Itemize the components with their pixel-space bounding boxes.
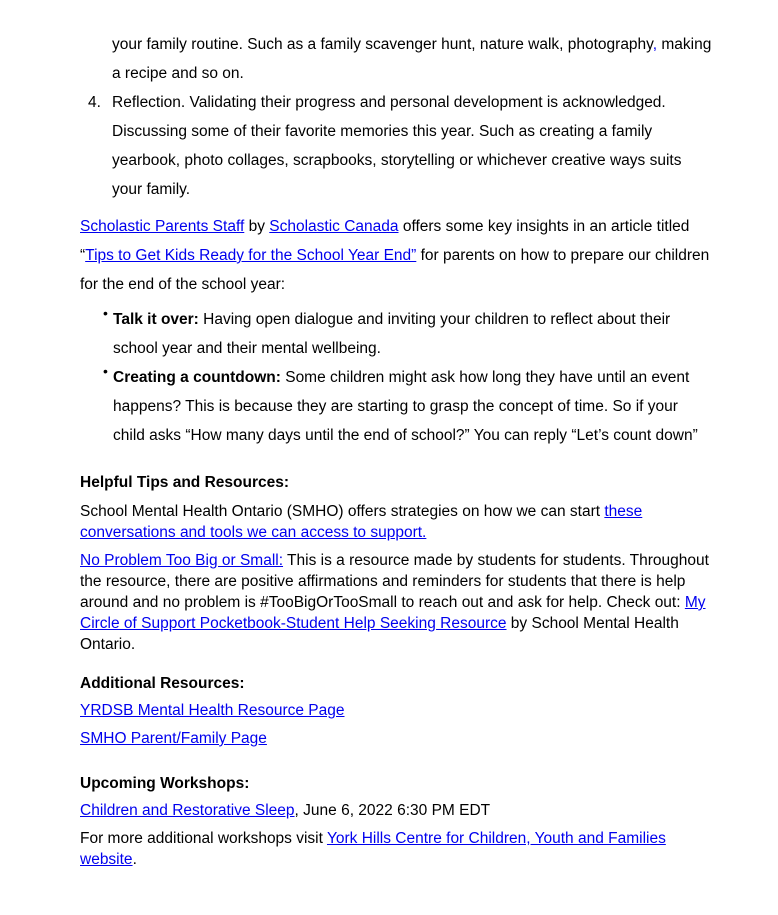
yrdsb-resource-row	[80, 700, 713, 721]
conversations-tools-link[interactable]: these conversations and tools we can access to support.	[80, 503, 643, 541]
smho-parent-family-link[interactable]: SMHO Parent/Family Page	[80, 730, 267, 747]
list-item-4-text: Reflection. Validating their progress and personal development is acknowledged. Discussing some of their favorite memories this year. Such as creating a family yearbook, photo collages, scrapbooks, storytelling or whichever creative ways suits your family.	[112, 94, 682, 198]
tips-article-link[interactable]: Tips to Get Kids Ready for the School Year End”	[85, 247, 417, 264]
more-workshops-lead-text: For more additional workshops visit	[80, 830, 327, 847]
continuation-text-2: making a recipe and so on.	[112, 36, 712, 82]
bullet-icon: •	[103, 305, 108, 321]
yrdsb-mental-health-link[interactable]: YRDSB Mental Health Resource Page	[80, 702, 345, 719]
bullet-creating-countdown-body: Some children might ask how long they have until an event happens? This is because they are starting to grasp the concept of time. So if your child asks “How many days until the end of school?” You can reply “Let’s count down”	[113, 369, 698, 444]
more-workshops-tail-text: .	[132, 851, 137, 868]
smho-lead-text: School Mental Health Ontario (SMHO) offers strategies on how we can start	[80, 503, 605, 520]
smho-strategies-paragraph	[80, 501, 713, 543]
scholastic-parents-staff-link[interactable]: Scholastic Parents Staff	[80, 218, 245, 235]
bullet-talk-it-over-text	[113, 305, 713, 363]
list-item-3-continuation	[112, 30, 713, 88]
no-problem-body-text: This is a resource made by students for students. Throughout the resource, there are positive affirmations and reminders for students that there is help around and no problem is #TooBigOrTooSmall to reach out and ask for help. Check out:	[80, 552, 709, 611]
blue-comma: ,	[652, 36, 658, 53]
york-hills-website-link[interactable]: York Hills Centre for Children, Youth and Families website	[80, 830, 666, 868]
scholastic-tail-text: for parents on how to prepare our children for the end of the school year:	[80, 247, 710, 293]
scholastic-by-text: by	[244, 218, 270, 235]
upcoming-workshops-heading: Upcoming Workshops:	[80, 775, 250, 792]
pocketbook-resource-link[interactable]: My Circle of Support Pocketbook-Student Help Seeking Resource	[80, 594, 706, 632]
additional-resources-heading: Additional Resources:	[80, 675, 245, 692]
scholastic-paragraph	[80, 212, 713, 299]
numbered-list	[88, 30, 713, 204]
bullet-icon: •	[103, 363, 108, 379]
bullet-talk-it-over-body: Having open dialogue and inviting your children to reflect about their school year and their mental wellbeing.	[113, 311, 671, 357]
helpful-tips-heading: Helpful Tips and Resources:	[80, 474, 290, 491]
bullet-talk-it-over-label: Talk it over:	[113, 311, 199, 328]
more-workshops-paragraph	[80, 828, 713, 870]
bullet-item-talk-it-over	[103, 305, 713, 363]
bullet-creating-countdown-text	[113, 363, 713, 450]
no-problem-tail-text: by School Mental Health Ontario.	[80, 615, 679, 653]
scholastic-canada-link[interactable]: Scholastic Canada	[269, 218, 399, 235]
scholastic-mid-text: offers some key insights in an article titled “	[80, 218, 690, 264]
workshop-event-details: , June 6, 2022 6:30 PM EDT	[294, 802, 491, 819]
list-item-4	[88, 88, 713, 204]
no-problem-link[interactable]: No Problem Too Big or Small:	[80, 552, 284, 569]
bullet-item-creating-countdown	[103, 363, 713, 450]
smho-family-row	[80, 728, 713, 749]
restorative-sleep-link[interactable]: Children and Restorative Sleep	[80, 802, 295, 819]
list-item-4-marker: 4.	[88, 94, 101, 111]
continuation-text-1: your family routine. Such as a family scavenger hunt, nature walk, photography	[112, 36, 653, 53]
bullet-creating-countdown-label: Creating a countdown:	[113, 369, 281, 386]
no-problem-paragraph	[80, 550, 713, 655]
workshop-event-row	[80, 800, 713, 821]
bullet-list	[103, 305, 713, 450]
